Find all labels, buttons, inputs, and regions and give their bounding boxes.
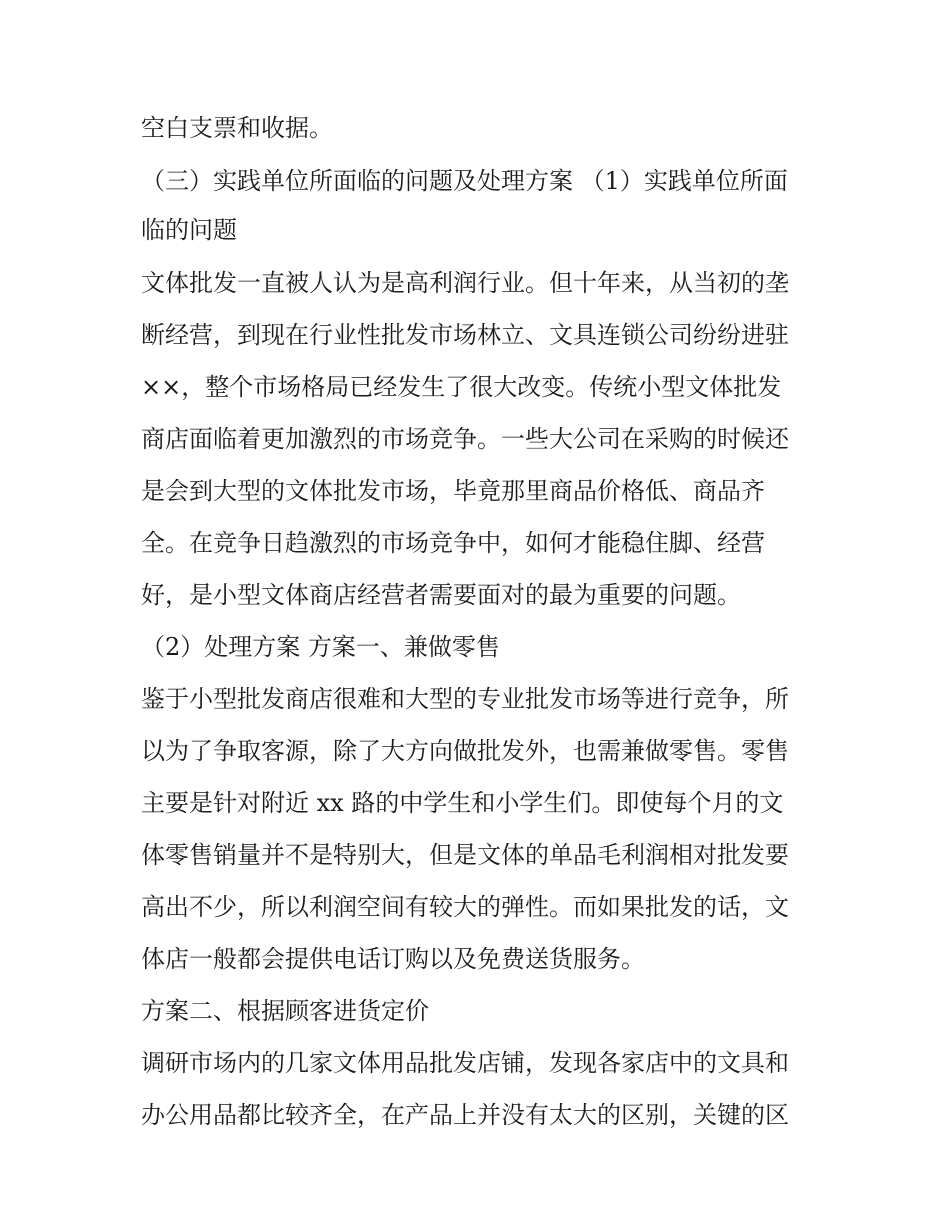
text-line: 以为了争取客源，除了大方向做批发外，也需兼做零售。零售 xyxy=(141,737,789,765)
text-line: 调研市场内的几家文体用品批发店铺，发现各家店中的文具和 xyxy=(141,1049,789,1077)
text-line: 好，是小型文体商店经营者需要面对的最为重要的问题。 xyxy=(141,581,741,609)
text-line: 高出不少，所以利润空间有较大的弹性。而如果批发的话，文 xyxy=(141,893,789,921)
text-line: ××，整个市场格局已经发生了很大改变。传统小型文体批发 xyxy=(141,373,782,401)
text-line: 空白支票和收据。 xyxy=(141,114,333,142)
text-line: 断经营，到现在行业性批发市场林立、文具连锁公司纷纷进驻 xyxy=(141,321,789,349)
text-line: 是会到大型的文体批发市场，毕竟那里商品价格低、商品齐 xyxy=(141,477,765,505)
section-heading: （2）处理方案 方案一、兼做零售 xyxy=(141,633,500,661)
text-line: 鉴于小型批发商店很难和大型的专业批发市场等进行竞争，所 xyxy=(141,685,789,713)
text-line: 体零售销量并不是特别大，但是文体的单品毛利润相对批发要 xyxy=(141,841,789,869)
section-heading: （三）实践单位所面临的问题及处理方案 （1）实践单位所面 xyxy=(141,167,788,195)
text-line: 体店一般都会提供电话订购以及免费送货服务。 xyxy=(141,945,645,973)
text-line: 文体批发一直被人认为是高利润行业。但十年来，从当初的垄 xyxy=(141,269,789,297)
text-line: 商店面临着更加激烈的市场竞争。一些大公司在采购的时候还 xyxy=(141,425,789,453)
text-line: 办公用品都比较齐全，在产品上并没有太大的区别，关键的区 xyxy=(141,1101,789,1129)
section-heading: 方案二、根据顾客进货定价 xyxy=(141,997,429,1025)
text-line: 主要是针对附近 xx 路的中学生和小学生们。即使每个月的文 xyxy=(141,789,784,817)
section-heading-continued: 临的问题 xyxy=(141,216,237,244)
text-line: 全。在竞争日趋激烈的市场竞争中，如何才能稳住脚、经营 xyxy=(141,529,765,557)
